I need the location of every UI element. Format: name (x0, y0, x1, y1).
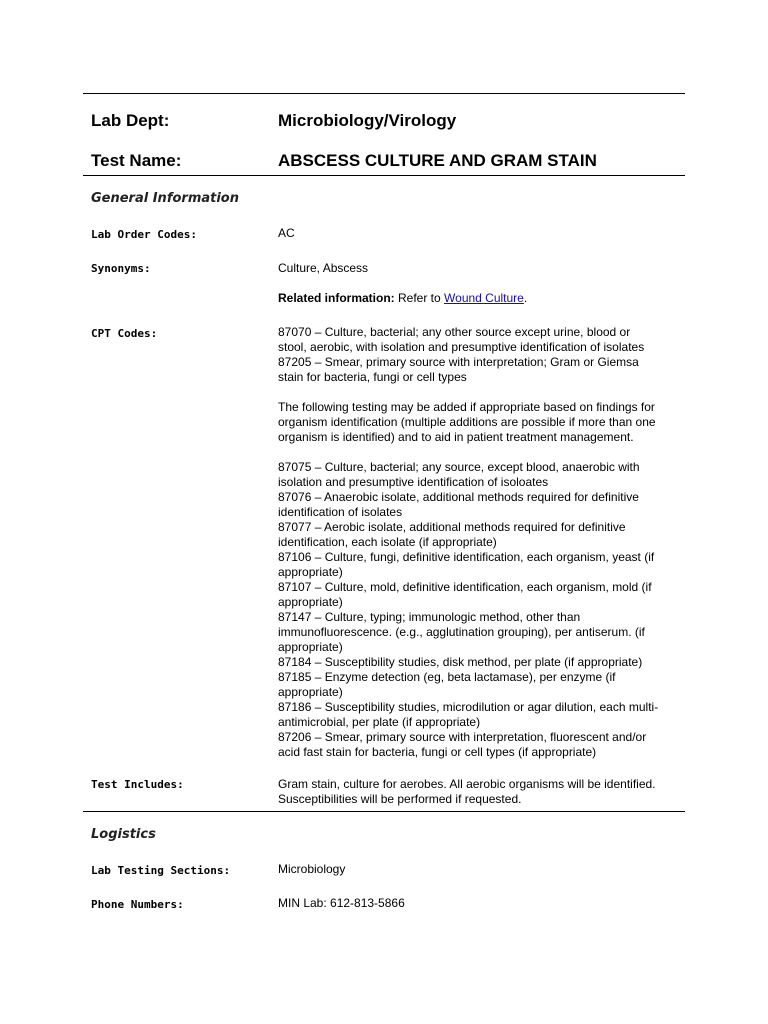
wound-culture-link[interactable]: Wound Culture (444, 291, 524, 305)
logistics-heading: Logistics (91, 827, 156, 842)
test-includes-value (278, 777, 683, 807)
test-includes-line: Gram stain, culture for aerobes. All aerobic organisms will be identified. (278, 777, 656, 791)
cpt-codes-block-2 (278, 460, 683, 760)
cpt-line: 87106 – Culture, fungi, definitive identification, each organism, yeast (if (278, 550, 655, 564)
cpt-line: 87075 – Culture, bacterial; any source, except blood, anaerobic with (278, 460, 640, 474)
cpt-line: stool, aerobic, with isolation and presumptive identification of isolates (278, 340, 645, 354)
related-information-suffix: . (523, 291, 528, 305)
cpt-note-line: organism identification (multiple additions are possible if more than one (278, 415, 656, 429)
test-includes-label: Test Includes: (91, 778, 184, 791)
cpt-line: 87076 – Anaerobic isolate, additional methods required for definitive (278, 490, 639, 504)
test-name-label: Test Name: (91, 151, 182, 170)
cpt-line: identification, each isolate (if appropriate) (278, 535, 497, 549)
phone-numbers-label: Phone Numbers: (91, 898, 184, 911)
cpt-line: appropriate) (278, 640, 343, 654)
general-information-heading: General Information (91, 191, 239, 206)
cpt-codes-label: CPT Codes: (91, 327, 158, 340)
cpt-line: 87185 – Enzyme detection (eg, beta lactamase), per enzyme (if (278, 670, 616, 684)
cpt-line: appropriate) (278, 595, 343, 609)
cpt-line: stain for bacteria, fungi or cell types (278, 370, 467, 384)
cpt-line: 87206 – Smear, primary source with interpretation, fluorescent and/or (278, 730, 647, 744)
cpt-line: appropriate) (278, 565, 343, 579)
cpt-line: acid fast stain for bacteria, fungi or cell types (if appropriate) (278, 745, 597, 759)
test-name-value: ABSCESS CULTURE AND GRAM STAIN (278, 151, 597, 170)
cpt-line: isolation and presumptive identification of isoloates (278, 475, 549, 489)
lab-dept-label: Lab Dept: (91, 111, 170, 130)
lab-order-codes-value: AC (278, 226, 295, 240)
cpt-codes-note (278, 400, 683, 445)
cpt-line: 87107 – Culture, mold, definitive identification, each organism, mold (if (278, 580, 652, 594)
cpt-note-line: organism is identified) and to aid in patient treatment management. (278, 430, 634, 444)
cpt-line: appropriate) (278, 685, 343, 699)
cpt-line: 87147 – Culture, typing; immunologic method, other than (278, 610, 581, 624)
synonyms-label: Synonyms: (91, 262, 151, 275)
lab-testing-sections-label: Lab Testing Sections: (91, 864, 231, 877)
lab-testing-sections-value: Microbiology (278, 862, 346, 876)
cpt-line: 87186 – Susceptibility studies, microdilution or agar dilution, each multi- (278, 700, 659, 714)
synonyms-value: Culture, Abscess (278, 261, 369, 275)
cpt-line: 87077 – Aerobic isolate, additional methods required for definitive (278, 520, 626, 534)
cpt-codes-block-1 (278, 325, 683, 385)
cpt-line: 87184 – Susceptibility studies, disk method, per plate (if appropriate) (278, 655, 643, 669)
cpt-note-line: The following testing may be added if appropriate based on findings for (278, 400, 655, 414)
lab-dept-value: Microbiology/Virology (278, 111, 457, 130)
cpt-line: 87070 – Culture, bacterial; any other source except urine, blood or (278, 325, 631, 339)
top-rule (83, 93, 685, 94)
header-bottom-rule (83, 175, 685, 176)
cpt-line: antimicrobial, per plate (if appropriate) (278, 715, 481, 729)
related-information-label: Related information: (278, 291, 395, 305)
logistics-rule (83, 811, 685, 812)
related-information (278, 291, 683, 306)
phone-numbers-value: MIN Lab: 612-813-5866 (278, 896, 405, 910)
test-includes-line: Susceptibilities will be performed if requested. (278, 792, 522, 806)
cpt-line: immunofluorescence. (e.g., agglutination grouping), per antiserum. (if (278, 625, 645, 639)
cpt-line: 87205 – Smear, primary source with interpretation; Gram or Giemsa (278, 355, 639, 369)
related-information-prefix: Refer to (394, 291, 445, 305)
lab-order-codes-label: Lab Order Codes: (91, 228, 197, 241)
cpt-line: identification of isolates (278, 505, 403, 519)
